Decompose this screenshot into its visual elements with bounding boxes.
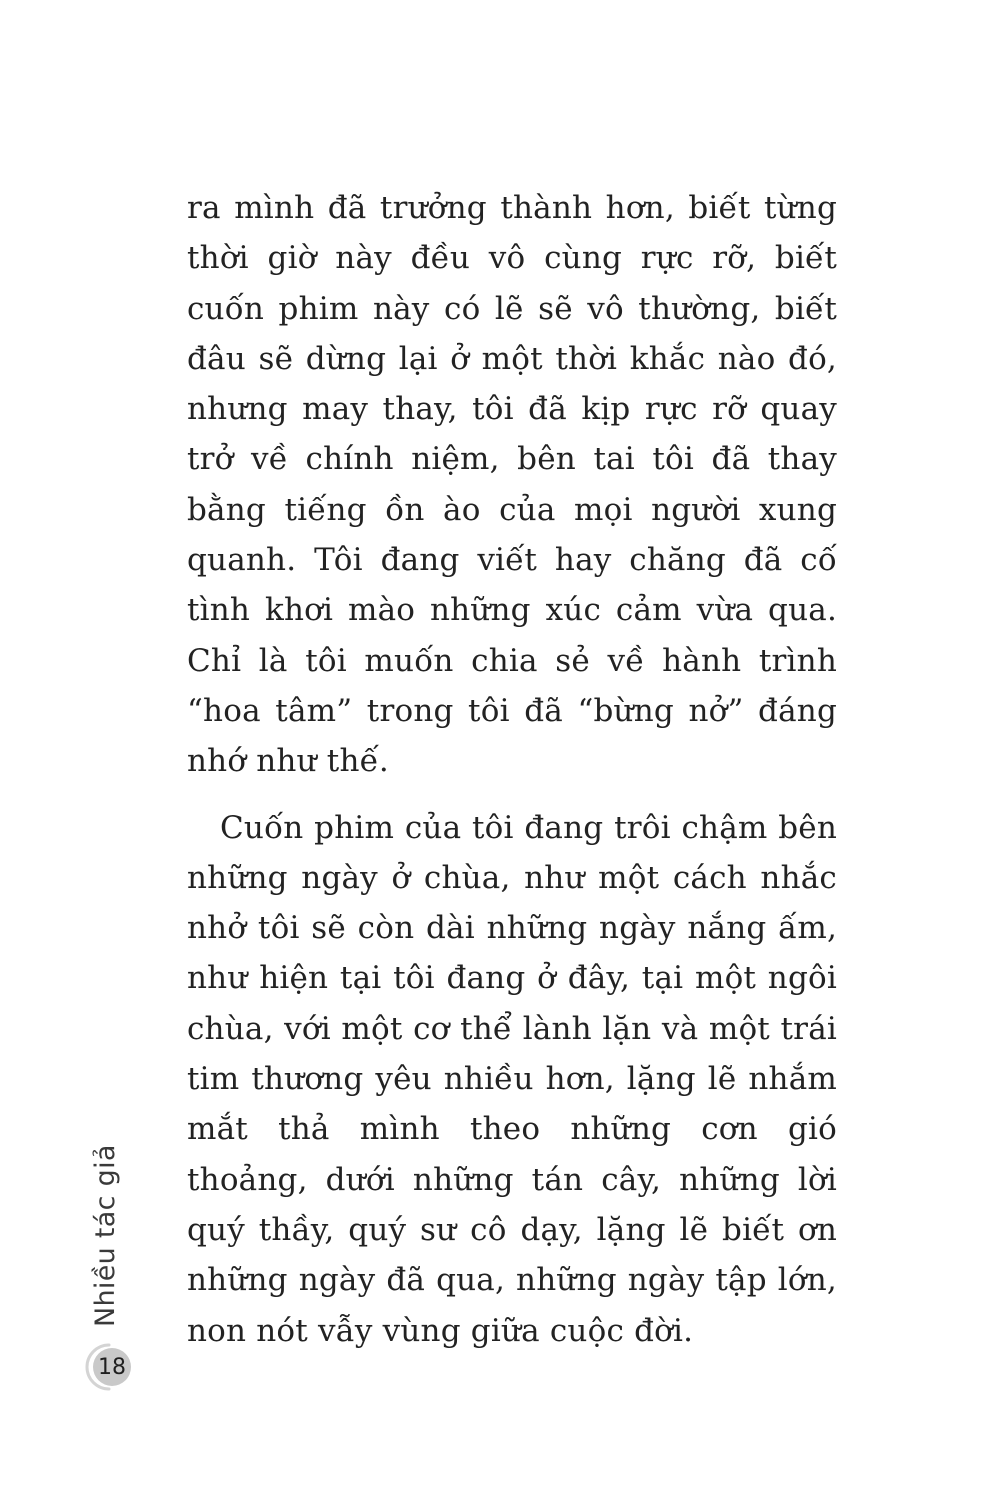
page-number-badge <box>84 1340 138 1394</box>
running-head-author: Nhiều tác giả <box>90 1144 121 1327</box>
paragraph-2: Cuốn phim của tôi đang trôi chậm bên những ngày ở chùa, như một cách nhắc nhở tôi sẽ còn dài những ngày nắng ấm, như hiện tại tôi đang ở đây, tại một ngôi chùa, với một cơ thể lành lặn và một trái tim thương yêu nhiều hơn, lặng lẽ nhắm mắt thả mình theo những cơn gió thoảng, dưới những tán cây, những lời quý thầy, quý sư cô dạy, lặng lẽ biết ơn những ngày đã qua, những ngày tập lớn, non nót vẫy vùng giữa cuộc đời. <box>187 809 837 1349</box>
paragraph-1: ra mình đã trưởng thành hơn, biết từng thời giờ này đều vô cùng rực rỡ, biết cuốn phim này có lẽ sẽ vô thường, biết đâu sẽ dừng lại ở một thời khắc nào đó, nhưng may thay, tôi đã kịp rực rỡ quay trở về chính niệm, bên tai tôi đã thay bằng tiếng ồn ào của mọi người xung quanh. Tôi đang viết hay chăng đã cố tình khơi mào những xúc cảm vừa qua. Chỉ là tôi muốn chia sẻ về hành trình “hoa tâm” trong tôi đã “bừng nở” đáng nhớ như thế. <box>187 190 837 780</box>
body-text <box>187 183 837 1356</box>
page-number: 18 <box>93 1348 131 1386</box>
